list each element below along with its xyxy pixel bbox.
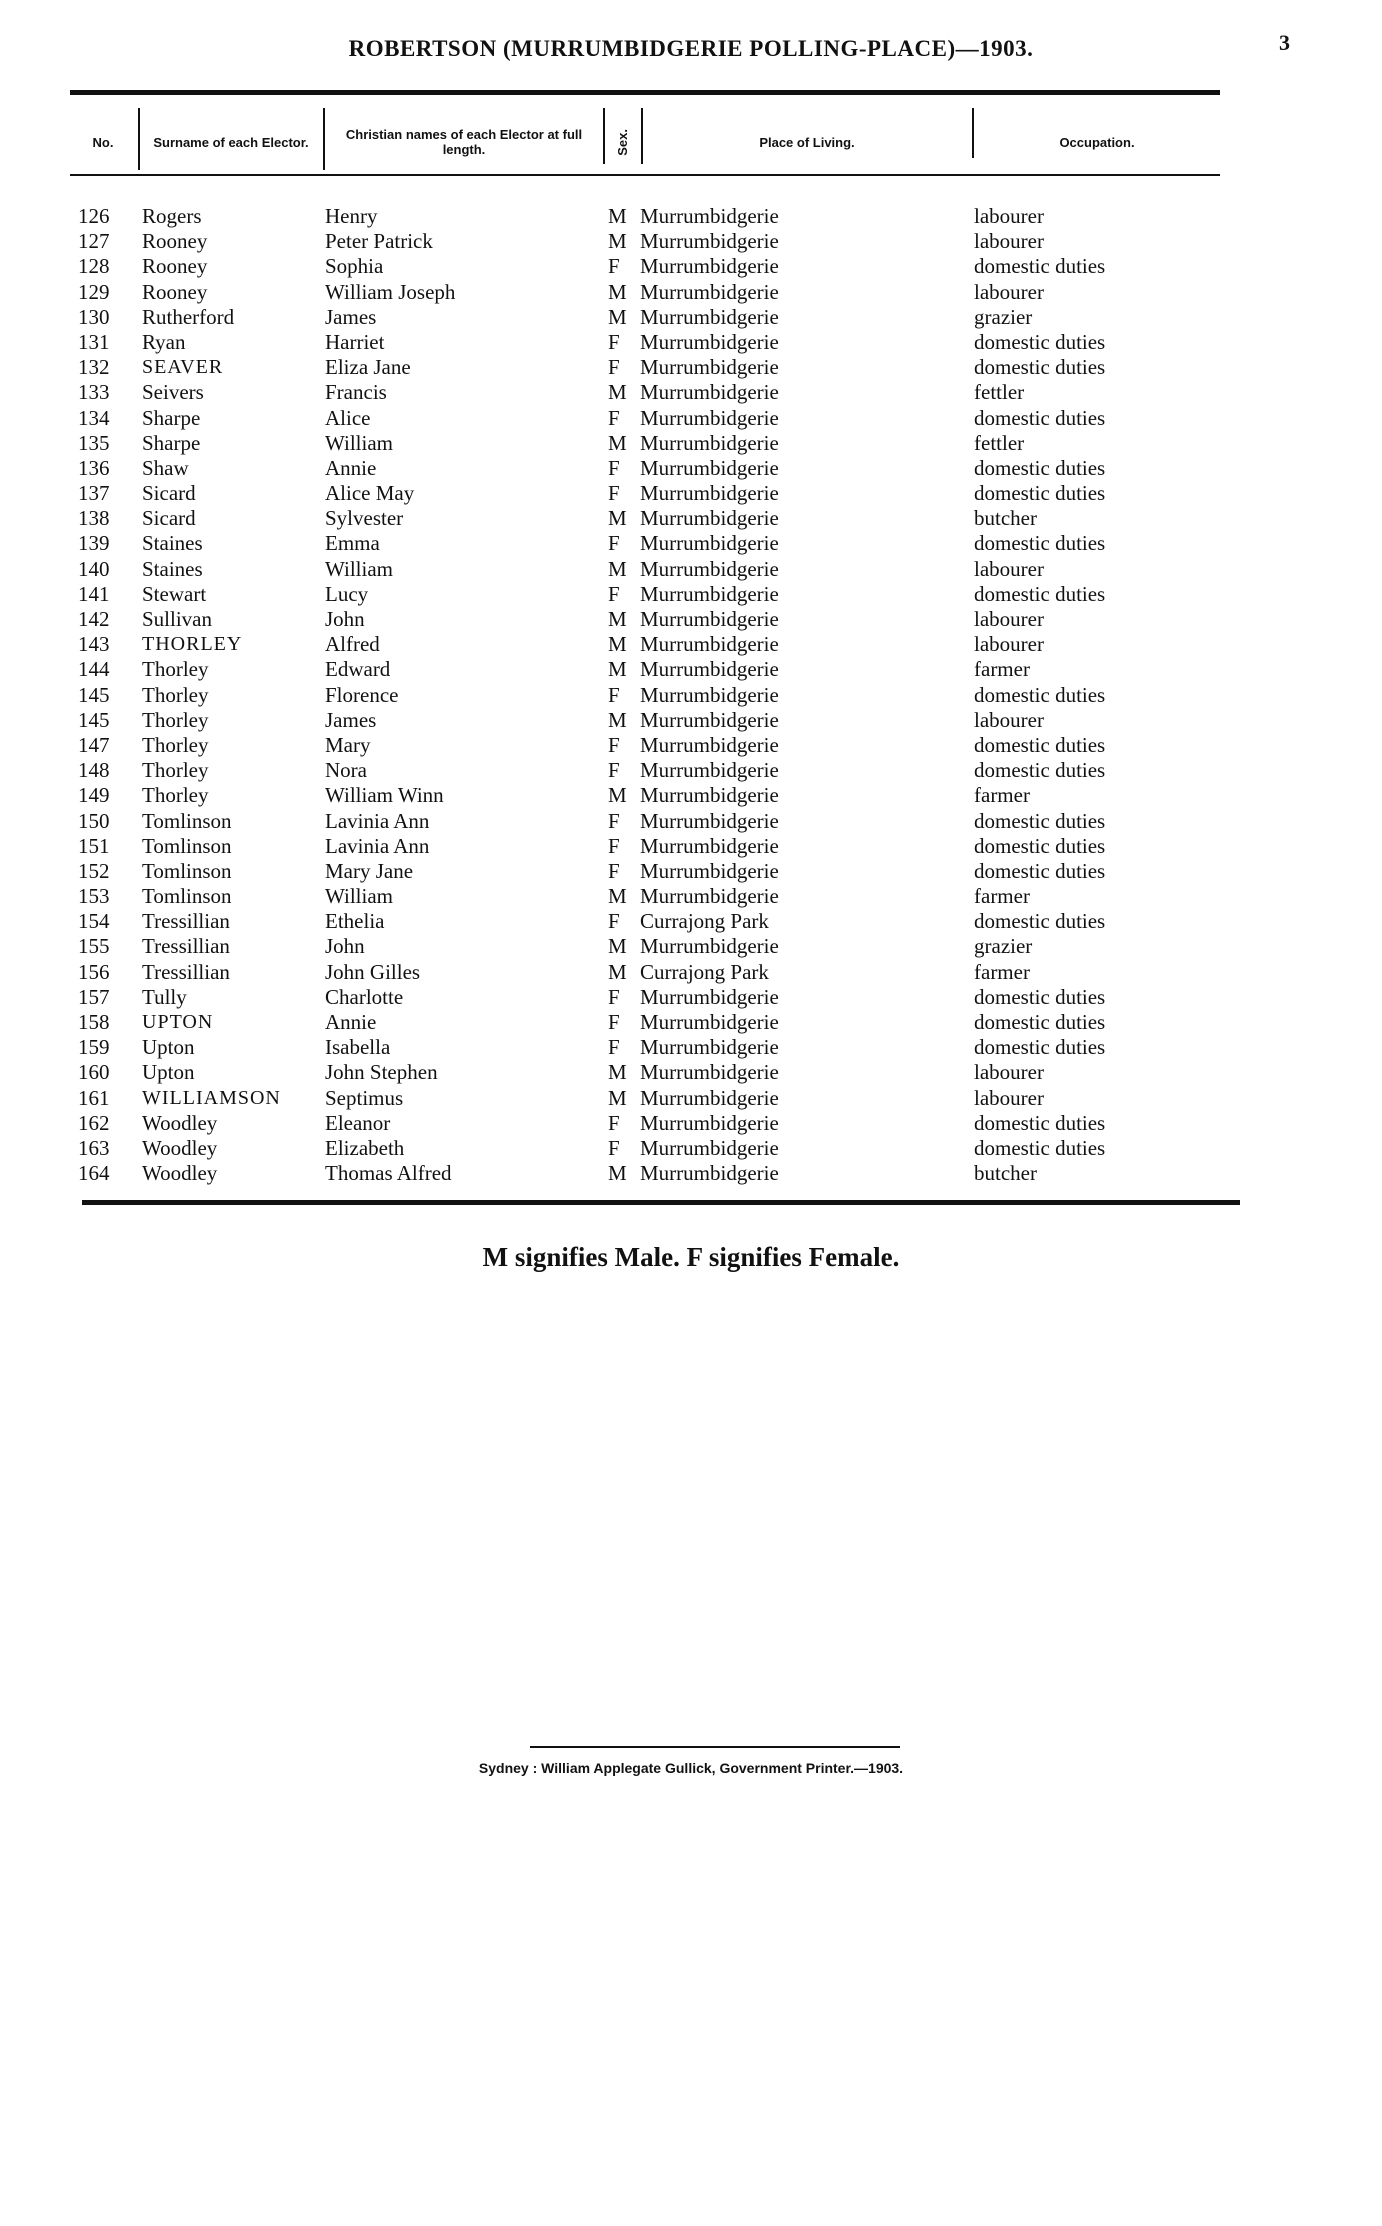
elector-sex: M [608, 884, 627, 909]
column-header-occupation: Occupation. [1059, 134, 1135, 150]
elector-place-of-living: Murrumbidgerie [640, 1010, 779, 1034]
elector-surname: Rooney [142, 229, 208, 254]
elector-number: 133 [78, 380, 110, 405]
elector-christian-names: Lucy [325, 581, 369, 606]
column-header-sex: Sex. [614, 128, 630, 156]
table-row [0, 431, 1382, 456]
elector-number: 126 [78, 204, 110, 228]
table-row [0, 582, 1382, 607]
elector-occupation: domestic duties [974, 455, 1106, 480]
elector-christian-names: Lavinia Ann [325, 808, 430, 833]
elector-number: 152 [78, 858, 110, 883]
table-row [0, 406, 1382, 431]
table-row [0, 305, 1382, 330]
elector-christian-names: Mary [325, 732, 371, 757]
elector-number: 138 [78, 506, 110, 531]
elector-christian-names: Emma [325, 531, 380, 556]
elector-occupation: fettler [974, 380, 1025, 405]
elector-place-of-living: Murrumbidgerie [640, 682, 779, 707]
elector-place-of-living: Murrumbidgerie [640, 279, 779, 304]
elector-sex: F [608, 1135, 620, 1160]
elector-place-of-living: Murrumbidgerie [640, 607, 779, 631]
elector-number: 127 [78, 229, 110, 254]
elector-surname: Rooney [142, 279, 208, 304]
page-title: ROBERTSON (MURRUMBIDGERIE POLLING-PLACE)—1903. [348, 36, 1034, 61]
table-row [0, 859, 1382, 884]
footer-rule [530, 1746, 900, 1748]
elector-number: 134 [78, 405, 110, 430]
elector-number: 147 [78, 732, 110, 757]
elector-surname: Stewart [142, 581, 207, 606]
elector-place-of-living: Murrumbidgerie [640, 481, 779, 506]
table-top-rule [70, 90, 1220, 95]
elector-sex: M [608, 783, 627, 808]
elector-place-of-living: Murrumbidgerie [640, 506, 779, 531]
elector-sex: F [608, 481, 620, 506]
table-row [0, 481, 1382, 506]
elector-occupation: labourer [974, 204, 1044, 228]
elector-surname: Thorley [142, 707, 209, 732]
elector-occupation: butcher [974, 1161, 1037, 1186]
elector-number: 154 [78, 909, 110, 934]
table-row [0, 380, 1382, 405]
elector-occupation: butcher [974, 506, 1037, 531]
table-row [0, 456, 1382, 481]
elector-place-of-living: Murrumbidgerie [640, 1035, 779, 1060]
elector-place-of-living: Murrumbidgerie [640, 934, 779, 959]
elector-sex: M [608, 1085, 627, 1110]
elector-number: 159 [78, 1035, 110, 1060]
elector-occupation: domestic duties [974, 984, 1106, 1009]
elector-sex: M [608, 707, 627, 732]
elector-christian-names: Thomas Alfred [325, 1161, 452, 1186]
elector-surname: Tomlinson [142, 808, 232, 833]
elector-surname: Thorley [142, 732, 209, 757]
table-row [0, 1161, 1382, 1186]
elector-occupation: domestic duties [974, 1035, 1106, 1060]
elector-christian-names: Nora [325, 758, 367, 783]
elector-surname: WILLIAMSON [142, 1086, 281, 1109]
elector-sex: F [608, 455, 620, 480]
table-row [0, 960, 1382, 985]
table-row [0, 783, 1382, 808]
table-row [0, 1010, 1382, 1035]
elector-occupation: domestic duties [974, 1135, 1106, 1160]
elector-surname: Thorley [142, 758, 209, 783]
table-row [0, 632, 1382, 657]
elector-occupation: domestic duties [974, 1110, 1106, 1135]
elector-sex: F [608, 581, 620, 606]
column-divider [972, 108, 974, 158]
elector-sex: F [608, 858, 620, 883]
elector-sex: M [608, 934, 627, 959]
elector-place-of-living: Murrumbidgerie [640, 1135, 779, 1160]
elector-number: 131 [78, 329, 110, 354]
elector-place-of-living: Murrumbidgerie [640, 783, 779, 808]
elector-number: 144 [78, 657, 110, 682]
table-row [0, 1086, 1382, 1111]
elector-surname: Sicard [142, 506, 196, 531]
table-row [0, 733, 1382, 758]
elector-occupation: domestic duties [974, 1010, 1106, 1034]
table-row [0, 683, 1382, 708]
elector-place-of-living: Murrumbidgerie [640, 304, 779, 329]
elector-christian-names: Alfred [325, 632, 380, 657]
table-row [0, 758, 1382, 783]
elector-occupation: domestic duties [974, 254, 1106, 279]
table-row [0, 834, 1382, 859]
table-row [0, 809, 1382, 834]
table-row [0, 531, 1382, 556]
elector-christian-names: John [325, 607, 365, 631]
table-row [0, 708, 1382, 733]
elector-place-of-living: Murrumbidgerie [640, 355, 779, 380]
elector-sex: F [608, 531, 620, 556]
elector-place-of-living: Murrumbidgerie [640, 556, 779, 581]
elector-number: 140 [78, 556, 110, 581]
elector-occupation: labourer [974, 1085, 1044, 1110]
column-header-surname: Surname of each Elector. [153, 134, 309, 150]
elector-sex: M [608, 279, 627, 304]
elector-christian-names: William [325, 430, 393, 455]
elector-number: 145 [78, 682, 110, 707]
elector-surname: Shaw [142, 455, 189, 480]
elector-sex: F [608, 355, 620, 380]
elector-number: 161 [78, 1085, 110, 1110]
elector-occupation: domestic duties [974, 329, 1106, 354]
elector-sex: M [608, 556, 627, 581]
table-row [0, 254, 1382, 279]
elector-surname: Upton [142, 1060, 195, 1085]
elector-number: 153 [78, 884, 110, 909]
elector-sex: M [608, 632, 627, 657]
elector-sex: M [608, 380, 627, 405]
table-row [0, 657, 1382, 682]
elector-sex: F [608, 808, 620, 833]
elector-surname: Woodley [142, 1135, 218, 1160]
elector-surname: Thorley [142, 682, 209, 707]
elector-surname: SEAVER [142, 356, 224, 379]
elector-place-of-living: Murrumbidgerie [640, 229, 779, 254]
elector-place-of-living: Murrumbidgerie [640, 455, 779, 480]
elector-place-of-living: Murrumbidgerie [640, 254, 779, 279]
elector-surname: Woodley [142, 1110, 218, 1135]
elector-christian-names: Alice May [325, 481, 415, 506]
elector-place-of-living: Murrumbidgerie [640, 581, 779, 606]
elector-christian-names: William [325, 556, 393, 581]
elector-number: 162 [78, 1110, 110, 1135]
elector-number: 156 [78, 959, 110, 984]
elector-occupation: domestic duties [974, 531, 1106, 556]
elector-occupation: labourer [974, 556, 1044, 581]
elector-surname: Staines [142, 531, 203, 556]
elector-surname: UPTON [142, 1011, 214, 1033]
elector-christian-names: William [325, 884, 393, 909]
elector-occupation: grazier [974, 304, 1033, 329]
elector-occupation: fettler [974, 430, 1025, 455]
elector-number: 148 [78, 758, 110, 783]
elector-christian-names: Mary Jane [325, 858, 414, 883]
elector-number: 157 [78, 984, 110, 1009]
elector-place-of-living: Currajong Park [640, 909, 769, 934]
table-row [0, 884, 1382, 909]
elector-sex: M [608, 1161, 627, 1186]
elector-number: 145 [78, 707, 110, 732]
elector-christian-names: Eleanor [325, 1110, 391, 1135]
elector-surname: Tomlinson [142, 884, 232, 909]
elector-surname: THORLEY [142, 633, 243, 656]
elector-place-of-living: Murrumbidgerie [640, 405, 779, 430]
elector-place-of-living: Murrumbidgerie [640, 1161, 779, 1186]
column-divider [641, 108, 643, 164]
elector-occupation: farmer [974, 884, 1030, 909]
table-row [0, 909, 1382, 934]
elector-occupation: farmer [974, 959, 1030, 984]
elector-place-of-living: Murrumbidgerie [640, 808, 779, 833]
elector-occupation: labourer [974, 1060, 1044, 1085]
elector-sex: F [608, 1110, 620, 1135]
table-row [0, 506, 1382, 531]
elector-number: 132 [78, 355, 110, 380]
elector-surname: Tressillian [142, 959, 230, 984]
elector-sex: F [608, 254, 620, 279]
elector-place-of-living: Murrumbidgerie [640, 884, 779, 909]
elector-number: 141 [78, 581, 110, 606]
elector-sex: F [608, 732, 620, 757]
elector-place-of-living: Murrumbidgerie [640, 1110, 779, 1135]
elector-surname: Woodley [142, 1161, 218, 1186]
elector-occupation: domestic duties [974, 405, 1106, 430]
elector-occupation: labourer [974, 279, 1044, 304]
table-row [0, 985, 1382, 1010]
elector-place-of-living: Murrumbidgerie [640, 430, 779, 455]
elector-sex: F [608, 1010, 620, 1034]
elector-christian-names: Elizabeth [325, 1135, 405, 1160]
elector-surname: Rooney [142, 254, 208, 279]
column-divider [323, 108, 325, 170]
elector-christian-names: John Stephen [325, 1060, 438, 1085]
elector-occupation: grazier [974, 934, 1033, 959]
elector-number: 149 [78, 783, 110, 808]
column-divider [603, 108, 605, 164]
elector-surname: Sharpe [142, 430, 201, 455]
elector-place-of-living: Murrumbidgerie [640, 204, 779, 228]
elector-number: 130 [78, 304, 110, 329]
elector-number: 129 [78, 279, 110, 304]
table-row [0, 355, 1382, 380]
elector-place-of-living: Murrumbidgerie [640, 732, 779, 757]
table-row [0, 557, 1382, 582]
elector-place-of-living: Murrumbidgerie [640, 707, 779, 732]
elector-christian-names: Peter Patrick [325, 229, 433, 254]
elector-sex: F [608, 405, 620, 430]
elector-christian-names: John [325, 934, 365, 959]
elector-place-of-living: Murrumbidgerie [640, 984, 779, 1009]
elector-occupation: domestic duties [974, 808, 1106, 833]
elector-christian-names: Eliza Jane [325, 355, 411, 380]
elector-christian-names: William Winn [325, 783, 444, 808]
table-bottom-rule [82, 1200, 1240, 1205]
table-row [0, 1035, 1382, 1060]
elector-number: 150 [78, 808, 110, 833]
elector-christian-names: Isabella [325, 1035, 391, 1060]
elector-place-of-living: Murrumbidgerie [640, 632, 779, 657]
elector-sex: F [608, 833, 620, 858]
elector-number: 151 [78, 833, 110, 858]
elector-sex: F [608, 329, 620, 354]
elector-sex: M [608, 959, 627, 984]
elector-surname: Thorley [142, 657, 209, 682]
elector-occupation: labourer [974, 707, 1044, 732]
elector-christian-names: Alice [325, 405, 371, 430]
elector-sex: M [608, 657, 627, 682]
electors-list [0, 204, 1382, 1186]
elector-christian-names: Sylvester [325, 506, 404, 531]
elector-christian-names: Septimus [325, 1085, 404, 1110]
elector-number: 163 [78, 1135, 110, 1160]
elector-occupation: domestic duties [974, 581, 1106, 606]
elector-number: 155 [78, 934, 110, 959]
elector-occupation: domestic duties [974, 682, 1106, 707]
elector-christian-names: Charlotte [325, 984, 404, 1009]
elector-sex: F [608, 909, 620, 934]
table-row [0, 1060, 1382, 1085]
elector-christian-names: Annie [325, 1010, 377, 1034]
elector-place-of-living: Murrumbidgerie [640, 657, 779, 682]
column-header-place: Place of Living. [759, 134, 855, 150]
elector-sex: M [608, 607, 627, 631]
elector-christian-names: Edward [325, 657, 391, 682]
elector-place-of-living: Murrumbidgerie [640, 758, 779, 783]
elector-sex: M [608, 506, 627, 531]
elector-number: 160 [78, 1060, 110, 1085]
elector-sex: M [608, 204, 627, 228]
elector-place-of-living: Murrumbidgerie [640, 329, 779, 354]
elector-occupation: farmer [974, 657, 1030, 682]
elector-surname: Sullivan [142, 607, 213, 631]
elector-occupation: farmer [974, 783, 1030, 808]
table-row [0, 1111, 1382, 1136]
elector-place-of-living: Murrumbidgerie [640, 1060, 779, 1085]
elector-place-of-living: Murrumbidgerie [640, 380, 779, 405]
table-row [0, 280, 1382, 305]
elector-christian-names: Harriet [325, 329, 385, 354]
elector-surname: Seivers [142, 380, 204, 405]
sex-legend: M signifies Male. F signifies Female. [482, 1242, 900, 1272]
elector-christian-names: Florence [325, 682, 399, 707]
table-row [0, 229, 1382, 254]
elector-surname: Staines [142, 556, 203, 581]
elector-place-of-living: Murrumbidgerie [640, 1085, 779, 1110]
elector-number: 135 [78, 430, 110, 455]
column-divider [138, 108, 140, 170]
elector-number: 128 [78, 254, 110, 279]
elector-occupation: domestic duties [974, 355, 1106, 380]
elector-occupation: domestic duties [974, 732, 1106, 757]
elector-sex: M [608, 430, 627, 455]
elector-occupation: domestic duties [974, 858, 1106, 883]
elector-surname: Ryan [142, 329, 186, 354]
elector-occupation: domestic duties [974, 758, 1106, 783]
elector-occupation: labourer [974, 229, 1044, 254]
elector-occupation: domestic duties [974, 833, 1106, 858]
elector-number: 164 [78, 1161, 110, 1186]
elector-place-of-living: Currajong Park [640, 959, 769, 984]
table-row [0, 607, 1382, 632]
elector-occupation: domestic duties [974, 481, 1106, 506]
elector-sex: M [608, 229, 627, 254]
elector-surname: Tressillian [142, 934, 230, 959]
elector-sex: F [608, 984, 620, 1009]
elector-surname: Tully [142, 984, 187, 1009]
column-header-christian-names: Christian names of each Elector at full length. [345, 127, 583, 157]
elector-sex: M [608, 304, 627, 329]
elector-number: 142 [78, 607, 110, 631]
elector-christian-names: Henry [325, 204, 378, 228]
elector-surname: Tomlinson [142, 833, 232, 858]
elector-surname: Sharpe [142, 405, 201, 430]
elector-place-of-living: Murrumbidgerie [640, 858, 779, 883]
table-row [0, 204, 1382, 229]
elector-number: 158 [78, 1010, 110, 1034]
elector-occupation: domestic duties [974, 909, 1106, 934]
elector-christian-names: Annie [325, 455, 377, 480]
elector-place-of-living: Murrumbidgerie [640, 833, 779, 858]
elector-surname: Thorley [142, 783, 209, 808]
elector-christian-names: Ethelia [325, 909, 385, 934]
table-row [0, 1136, 1382, 1161]
elector-christian-names: Sophia [325, 254, 384, 279]
elector-occupation: labourer [974, 632, 1044, 657]
elector-christian-names: James [325, 707, 377, 732]
elector-sex: F [608, 1035, 620, 1060]
elector-surname: Rutherford [142, 304, 235, 329]
elector-surname: Tressillian [142, 909, 230, 934]
printer-imprint: Sydney : William Applegate Gullick, Government Printer.—1903. [478, 1760, 904, 1776]
elector-sex: M [608, 1060, 627, 1085]
elector-place-of-living: Murrumbidgerie [640, 531, 779, 556]
elector-number: 136 [78, 455, 110, 480]
elector-christian-names: Lavinia Ann [325, 833, 430, 858]
elector-christian-names: James [325, 304, 377, 329]
table-row [0, 330, 1382, 355]
elector-occupation: labourer [974, 607, 1044, 631]
elector-christian-names: William Joseph [325, 279, 456, 304]
elector-surname: Upton [142, 1035, 195, 1060]
elector-surname: Sicard [142, 481, 196, 506]
elector-sex: F [608, 682, 620, 707]
elector-surname: Tomlinson [142, 858, 232, 883]
table-row [0, 934, 1382, 959]
elector-number: 137 [78, 481, 110, 506]
page-number: 3 [1279, 30, 1290, 55]
elector-sex: F [608, 758, 620, 783]
elector-number: 143 [78, 632, 110, 657]
elector-christian-names: John Gilles [325, 959, 421, 984]
column-header-no: No. [92, 134, 114, 150]
elector-christian-names: Francis [325, 380, 387, 405]
elector-number: 139 [78, 531, 110, 556]
elector-surname: Rogers [142, 204, 202, 228]
